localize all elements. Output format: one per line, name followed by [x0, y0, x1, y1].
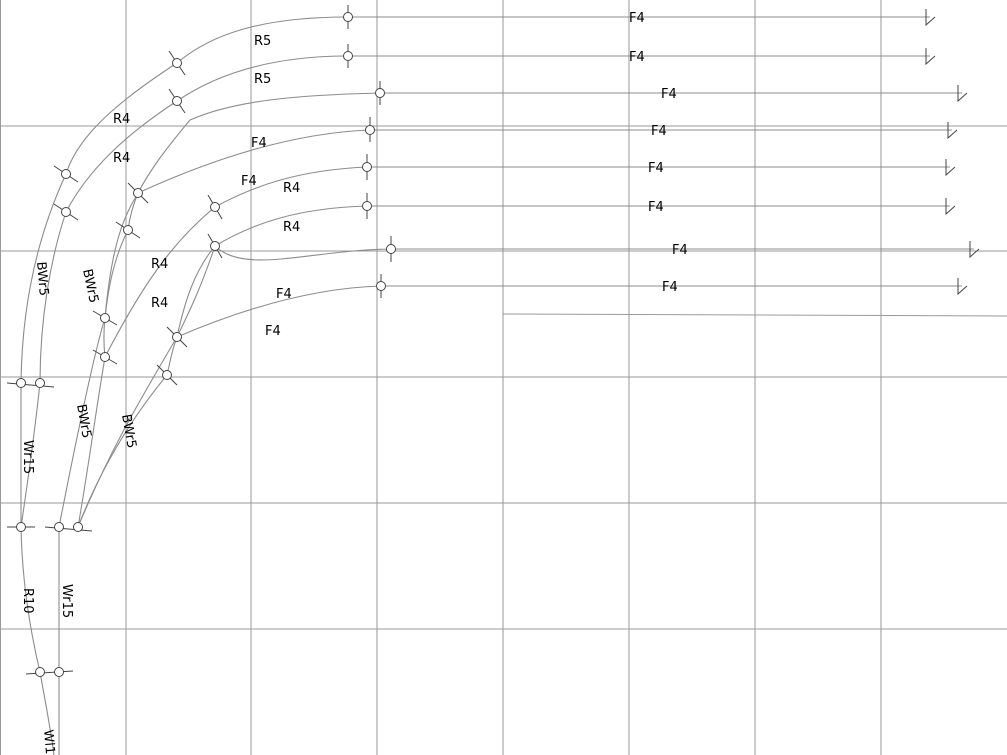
- joint-marker: [173, 97, 182, 106]
- curve-track: [40, 56, 348, 383]
- joint-marker: [36, 668, 45, 677]
- piece-label: Wr15: [59, 584, 74, 619]
- piece-label: R4: [283, 181, 301, 196]
- piece-label: Wr15: [20, 440, 35, 475]
- piece-label: F4: [648, 200, 664, 215]
- piece-label: BWr5: [79, 267, 101, 305]
- joint-marker: [124, 226, 133, 235]
- joint-marker: [74, 523, 83, 532]
- track-joints: [7, 5, 396, 677]
- piece-label: BWr5: [73, 403, 94, 440]
- piece-label: F4: [265, 324, 281, 339]
- piece-label: R4: [113, 112, 131, 127]
- piece-label: F4: [629, 11, 645, 26]
- joint-marker: [376, 89, 385, 98]
- piece-label: F4: [662, 280, 678, 295]
- joint-marker: [163, 371, 172, 380]
- track-segments: [21, 17, 974, 755]
- piece-label: F4: [629, 50, 645, 65]
- joint-tick: [26, 671, 73, 674]
- piece-label: R4: [151, 257, 169, 272]
- curve-track: [105, 167, 367, 357]
- joint-marker: [387, 245, 396, 254]
- joint-marker: [17, 523, 26, 532]
- piece-label: R4: [151, 296, 169, 311]
- joint-marker: [211, 203, 220, 212]
- joint-marker: [55, 668, 64, 677]
- piece-label: F4: [251, 136, 267, 151]
- piece-label: F4: [241, 174, 257, 189]
- joint-marker: [62, 208, 71, 217]
- piece-label: R5: [254, 72, 272, 87]
- piece-labels: [20, 11, 688, 755]
- joint-marker: [377, 282, 386, 291]
- piece-label: F4: [651, 124, 667, 139]
- joint-marker: [344, 13, 353, 22]
- piece-label: R4: [113, 151, 131, 166]
- joint-marker: [62, 170, 71, 179]
- piece-label: F4: [672, 243, 688, 258]
- joint-marker: [101, 314, 110, 323]
- joint-marker: [344, 52, 353, 61]
- piece-label: F4: [276, 287, 292, 302]
- joint-marker: [363, 202, 372, 211]
- piece-label: R10: [20, 588, 35, 614]
- joint-marker: [17, 379, 26, 388]
- joint-marker: [173, 59, 182, 68]
- joint-marker: [173, 333, 182, 342]
- joint-tick: [45, 527, 92, 531]
- joint-marker: [211, 242, 220, 251]
- joint-tick: [7, 383, 54, 387]
- joint-marker: [36, 379, 45, 388]
- piece-label: F4: [661, 87, 677, 102]
- joint-marker: [101, 353, 110, 362]
- joint-marker: [366, 126, 375, 135]
- piece-label: F4: [648, 161, 664, 176]
- piece-label: Wl1: [40, 729, 58, 755]
- piece-label: BWr5: [33, 261, 51, 297]
- piece-label: R5: [254, 34, 272, 49]
- joint-marker: [134, 189, 143, 198]
- joint-marker: [363, 163, 372, 172]
- joint-marker: [55, 523, 64, 532]
- piece-label: R4: [283, 220, 301, 235]
- curve-track: [21, 17, 348, 383]
- piece-label: BWr5: [118, 413, 139, 450]
